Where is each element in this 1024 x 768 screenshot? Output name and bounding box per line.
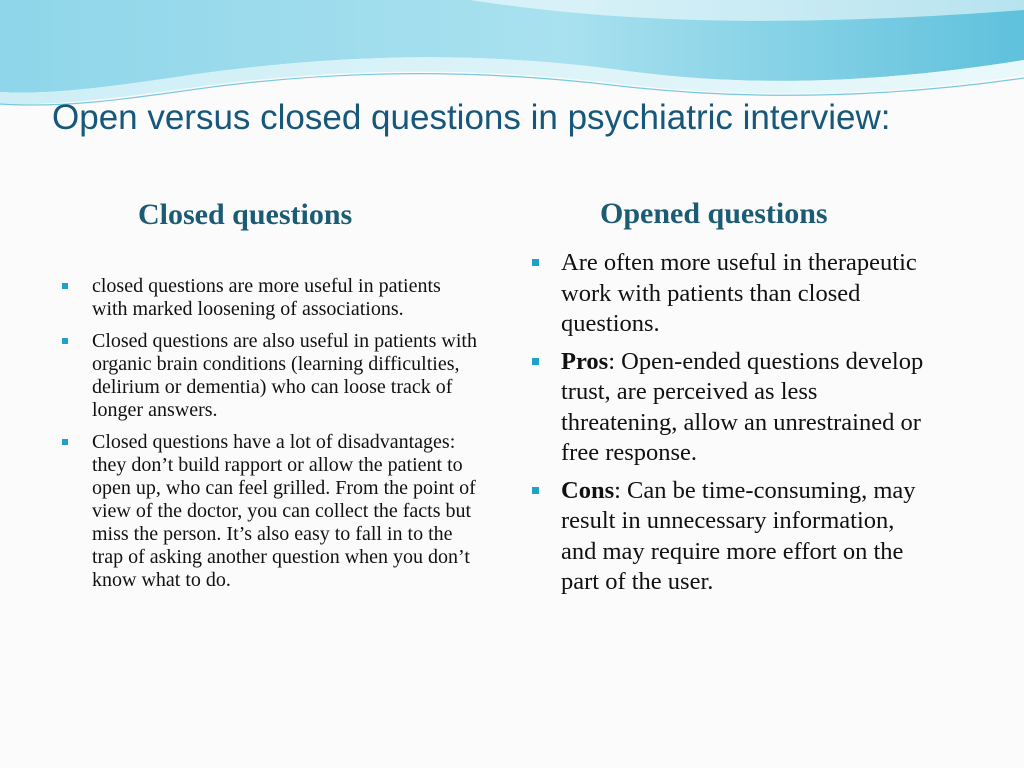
closed-item-text: closed questions are more useful in patients with marked loosening of associations. [92, 275, 441, 320]
cons-label: Cons [561, 476, 615, 504]
closed-questions-heading: Closed questions [138, 198, 353, 231]
opened-item-text: Are often more useful in therapeutic work with patients than closed questions. [561, 249, 917, 337]
list-item [528, 248, 928, 340]
square-bullet-icon [62, 338, 68, 344]
square-bullet-icon [62, 439, 68, 445]
square-bullet-icon [62, 283, 68, 289]
square-bullet-icon [532, 358, 539, 365]
opened-item-text: : Can be time-consuming, may result in unnecessary information, and may require more effort on the part of the user. [561, 476, 916, 595]
pros-label: Pros [561, 347, 609, 375]
square-bullet-icon [532, 259, 539, 266]
opened-item-text: : Open-ended questions develop trust, are perceived as less threatening, allow an unrestrained or free response. [561, 347, 924, 466]
closed-questions-list [60, 275, 480, 601]
square-bullet-icon [532, 487, 539, 494]
list-item [528, 476, 928, 598]
opened-questions-heading: Opened questions [600, 197, 828, 230]
opened-questions-list [528, 248, 928, 605]
list-item [60, 431, 480, 592]
list-item [60, 275, 480, 321]
list-item [60, 330, 480, 422]
list-item [528, 347, 928, 469]
slide-title: Open versus closed questions in psychiatric interview: [52, 98, 891, 137]
closed-item-text: Closed questions have a lot of disadvantages: they don’t build rapport or allow the patient to open up, who can feel grilled. From the point of view of the doctor, you can collect the facts but miss the person. It’s also easy to fall in to the trap of asking another question when you don’t know what to do. [92, 431, 476, 591]
closed-item-text: Closed questions are also useful in patients with organic brain conditions (learning difficulties, delirium or dementia) who can loose track of longer answers. [92, 330, 477, 421]
